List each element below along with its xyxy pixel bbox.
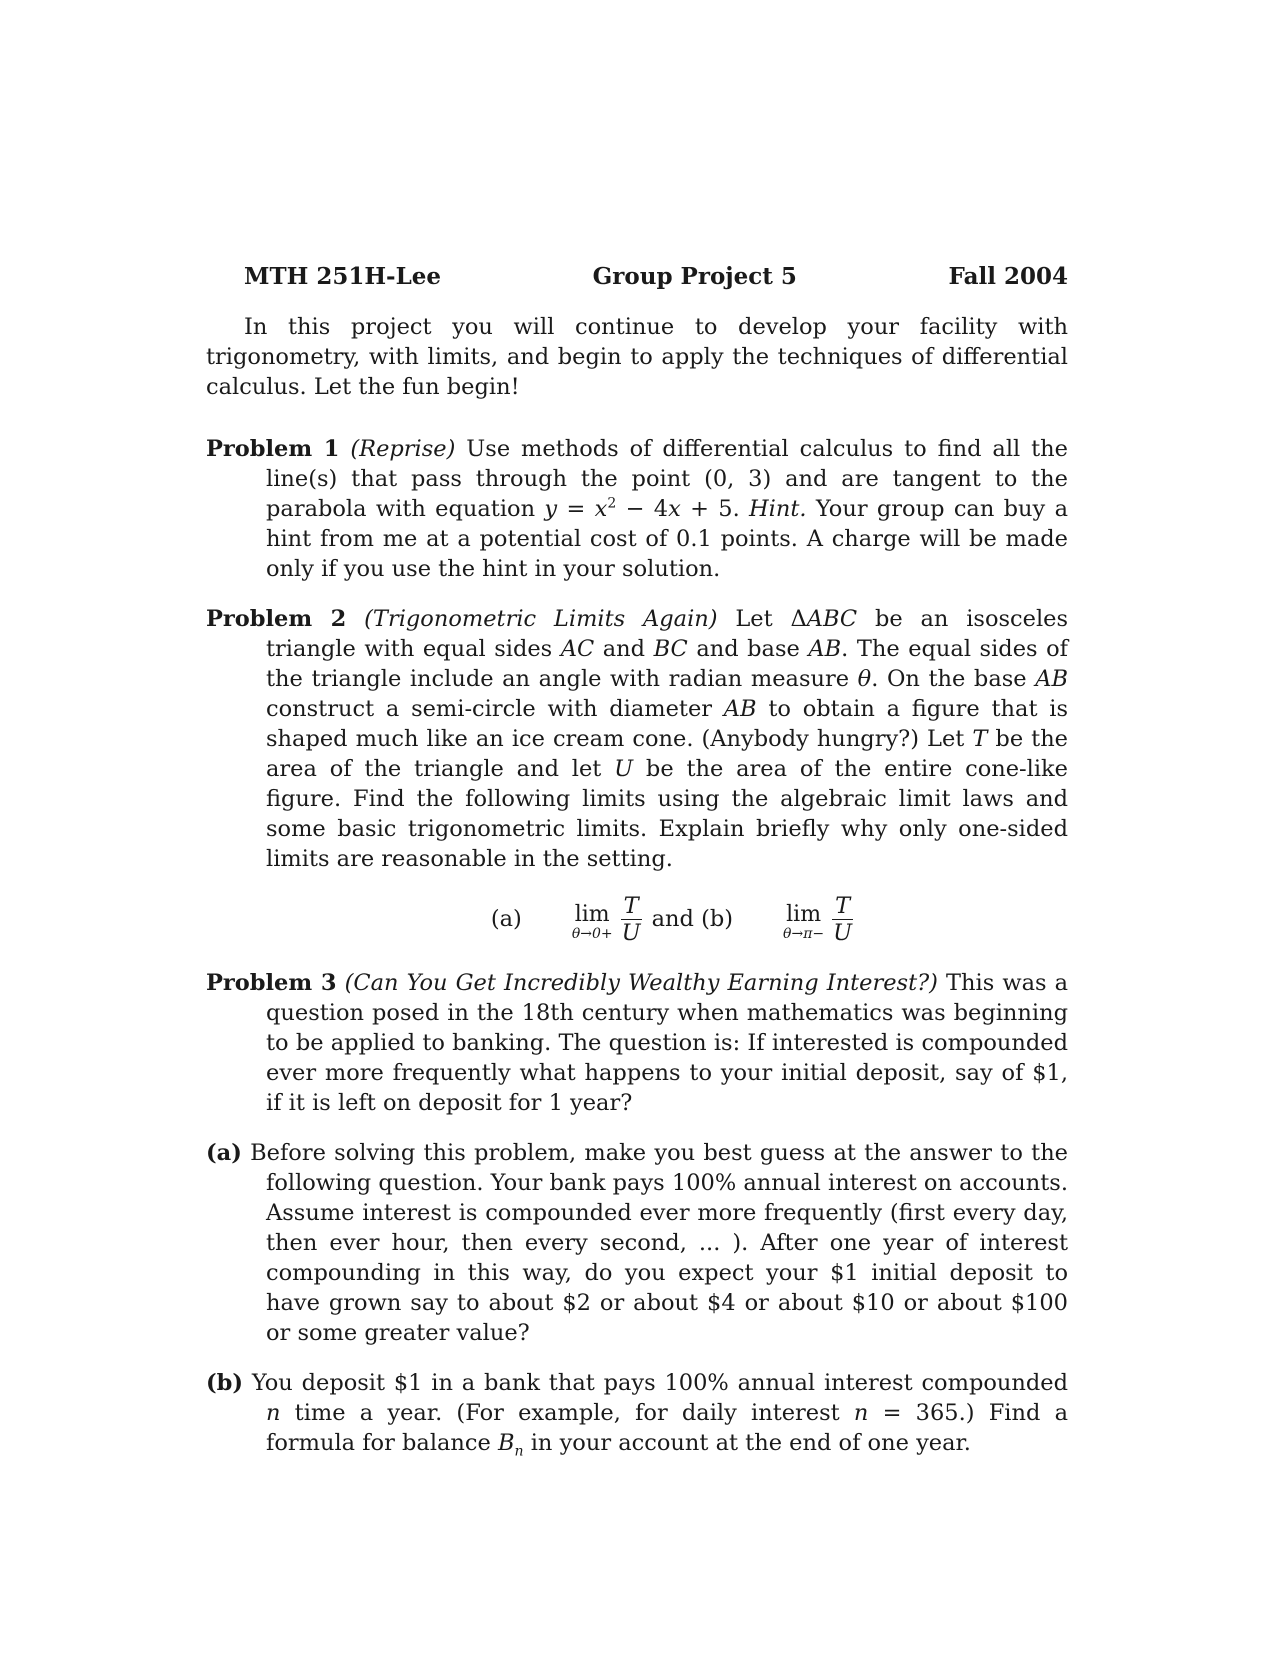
limit-b-fraction	[832, 893, 853, 946]
document-page	[206, 262, 1068, 1478]
math-var: U	[614, 756, 634, 782]
term: Fall 2004	[948, 263, 1068, 290]
part-a-label: (a)	[206, 1140, 242, 1166]
problem-2-text: and base	[687, 636, 809, 662]
math-var: B	[498, 1430, 515, 1456]
problem-3	[206, 968, 1068, 1118]
lim-word: lim	[786, 902, 822, 927]
math-var: θ	[857, 666, 872, 692]
problem-2-text: be an isosceles triangle with equal sides	[266, 606, 1069, 662]
fraction-numerator: T	[832, 893, 853, 920]
limit-a-fraction	[621, 893, 642, 946]
part-a	[206, 1138, 1068, 1348]
problem-1-label: Problem 1	[206, 436, 340, 462]
problem-2-title: (Trigonometric Limits Again)	[364, 606, 718, 632]
math-subscript: n	[514, 1443, 524, 1460]
problem-1-text: Your group can buy a hint from me at a potential cost of 0.1 points. A charge will be made only if you use the hint in your solution.	[266, 496, 1068, 582]
page-header	[206, 262, 1068, 292]
fraction-denominator: U	[621, 919, 641, 946]
part-b-text: = 365.) Find a formula for balance	[266, 1400, 1068, 1456]
math-op: =	[557, 496, 595, 522]
math-var: BC	[653, 636, 688, 662]
math-op: − 4	[616, 496, 669, 522]
math-exponent: 2	[607, 495, 617, 512]
math-op: + 5.	[680, 496, 740, 522]
problem-2-text: be the area of the entire cone-like figure. Find the following limits using the algebraic limit laws and some basic trigonometric limits. Explain briefly why only one-sided limits are reasonable in the setting.	[266, 756, 1068, 872]
limits-display	[206, 888, 1068, 950]
limit-a-subscript: θ→0+	[571, 926, 613, 942]
part-b-text: in your account at the end of one year.	[523, 1430, 971, 1456]
part-a-text: Before solving this problem, make you best guess at the answer to the following question. Your bank pays 100% annual interest on accounts. Assume interest is compounded ever more frequently (first every day, then ever hour, then every second, ... ). After one year of interest compounding in this way, do you expect your $1 initial deposit to have grown say to about $2 or about $4 or about $10 or about $100 or some greater value?	[241, 1140, 1068, 1346]
math-var: x	[668, 496, 681, 522]
math-var: x	[594, 496, 608, 522]
problem-1-text: Use methods of differential calculus to find all the line(s) that pass through the point	[266, 436, 1068, 492]
intro-paragraph: In this project you will continue to develop your facility with trigonometry, with limits, and begin to apply the techniques of differential calculus. Let the fun begin!	[206, 314, 1068, 400]
fraction-numerator: T	[621, 893, 642, 920]
limit-a-operator	[572, 904, 613, 942]
limit-a-label: (a)	[490, 906, 522, 932]
math-var: n	[266, 1400, 281, 1426]
problem-2-text: . On the base	[871, 666, 1036, 692]
limit-b-label: and (b)	[651, 906, 734, 932]
problem-2-text: be the area of the triangle and let	[266, 726, 1068, 782]
math-var: AB	[723, 696, 757, 722]
problem-1-title: (Reprise)	[350, 436, 456, 462]
problem-1	[206, 434, 1068, 584]
problem-2-label: Problem 2	[206, 606, 347, 632]
math-var: AB	[808, 636, 842, 662]
limit-b-operator	[783, 904, 824, 942]
part-b-text: You deposit $1 in a bank that pays 100% annual interest compounded	[243, 1370, 1068, 1396]
point: (0, 3)	[704, 466, 772, 492]
math-var: AB	[1035, 666, 1068, 692]
lim-word: lim	[574, 902, 610, 927]
problem-2-text: construct a semi-circle with diameter	[266, 696, 724, 722]
math-var: y	[544, 496, 558, 522]
problem-3-text: This was a question posed in the 18th century when mathematics was beginning to be applied to banking. The question is: If interested is compounded ever more frequently what happens to your initial deposit, say of $1, if it is left on deposit for 1 year?	[266, 970, 1069, 1116]
limit-b-subscript: θ→π−	[783, 926, 825, 942]
part-b-text: time a year. (For example, for daily interest	[280, 1400, 854, 1426]
course-code: MTH 251H-Lee	[244, 263, 442, 290]
math-var: n	[853, 1400, 869, 1426]
problem-2-text: . The equal sides of the triangle include an angle with radian measure	[266, 636, 1068, 692]
problem-1-text: and are tangent to the parabola with equation	[266, 466, 1068, 522]
part-b	[206, 1368, 1068, 1458]
problem-2-text: Let Δ	[717, 606, 807, 632]
math-var: ABC	[806, 606, 858, 632]
problem-3-title: (Can You Get Incredibly Wealthy Earning Interest?)	[344, 970, 938, 996]
math-var: AC	[560, 636, 595, 662]
fraction-denominator: U	[833, 919, 853, 946]
hint-label: Hint.	[739, 496, 807, 522]
math-var: T	[972, 726, 988, 752]
problem-2-text: to obtain a figure that is shaped much like an ice cream cone. (Anybody hungry?) Let	[266, 696, 1068, 752]
problem-2-text: and	[594, 636, 654, 662]
part-b-label: (b)	[206, 1370, 244, 1396]
problem-3-label: Problem 3	[206, 970, 337, 996]
document-title: Group Project 5	[592, 263, 797, 290]
problem-2	[206, 604, 1068, 874]
